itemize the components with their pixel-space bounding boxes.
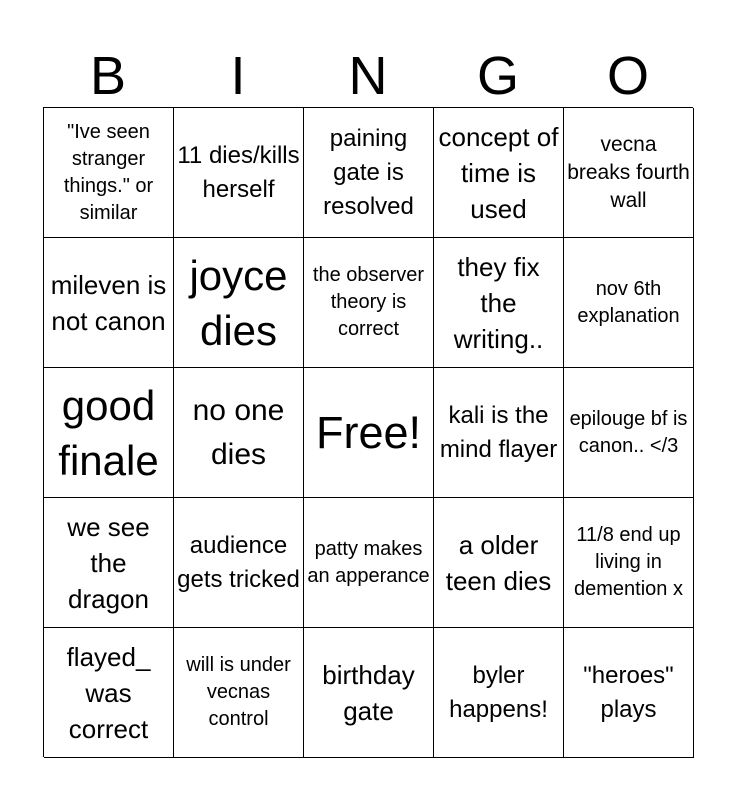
- bingo-cell[interactable]: [434, 238, 564, 368]
- bingo-cell[interactable]: [44, 368, 174, 498]
- cell-text: epilouge bf is canon.. </3: [569, 407, 688, 457]
- bingo-cell[interactable]: [434, 498, 564, 628]
- bingo-cell[interactable]: [174, 368, 304, 498]
- bingo-cell[interactable]: [434, 628, 564, 758]
- header-letter-i: I: [230, 46, 246, 106]
- bingo-cell[interactable]: [434, 108, 564, 238]
- cell-text: no one dies: [192, 393, 285, 471]
- cell-text: we see the dragon: [67, 511, 150, 614]
- bingo-header: [43, 46, 693, 106]
- cell-text: "heroes" plays: [583, 661, 674, 723]
- header-letter-g: G: [476, 46, 519, 106]
- cell-text: kali is the mind flayer: [439, 401, 558, 463]
- cell-text: patty makes an apperance: [307, 537, 430, 587]
- cell-text: concept of time is used: [438, 121, 559, 224]
- bingo-cell[interactable]: [564, 238, 694, 368]
- bingo-cell[interactable]: [564, 368, 694, 498]
- bingo-cell[interactable]: [44, 498, 174, 628]
- bingo-board: [43, 107, 693, 757]
- header-letter-b: B: [89, 46, 127, 106]
- bingo-cell[interactable]: [174, 498, 304, 628]
- cell-text: mileven is not canon: [50, 269, 167, 336]
- cell-text: flayed_ was correct: [66, 641, 151, 744]
- bingo-cell[interactable]: [304, 498, 434, 628]
- cell-text: the observer theory is correct: [312, 264, 425, 340]
- bingo-cell[interactable]: [434, 368, 564, 498]
- cell-text: byler happens!: [449, 661, 548, 723]
- bingo-cell[interactable]: [304, 628, 434, 758]
- cell-text: vecna breaks fourth wall: [567, 132, 690, 212]
- cell-text: audience gets tricked: [177, 531, 300, 593]
- bingo-cell[interactable]: [174, 628, 304, 758]
- cell-text: good finale: [58, 381, 159, 484]
- bingo-cell[interactable]: [564, 498, 694, 628]
- bingo-cell[interactable]: [304, 368, 434, 498]
- cell-text: a older teen dies: [445, 529, 552, 596]
- bingo-cell[interactable]: [304, 108, 434, 238]
- bingo-cell[interactable]: [44, 238, 174, 368]
- bingo-cell[interactable]: [174, 238, 304, 368]
- bingo-cell[interactable]: [44, 108, 174, 238]
- header-letter-o: O: [606, 46, 649, 106]
- header-letter-n: N: [348, 46, 388, 106]
- bingo-cell[interactable]: [564, 108, 694, 238]
- bingo-cell[interactable]: [174, 108, 304, 238]
- cell-text: nov 6th explanation: [577, 277, 680, 327]
- bingo-cell[interactable]: [564, 628, 694, 758]
- cell-text: "Ive seen stranger things." or similar: [63, 120, 154, 224]
- cell-text: joyce dies: [189, 251, 288, 354]
- cell-text: birthday gate: [322, 659, 415, 726]
- cell-text: 11 dies/kills herself: [177, 141, 300, 203]
- cell-text: 11/8 end up living in demention x: [574, 524, 683, 600]
- cell-text: will is under vecnas control: [186, 654, 291, 730]
- bingo-cell[interactable]: [44, 628, 174, 758]
- cell-text: paining gate is resolved: [323, 124, 414, 220]
- free-space: Free!: [315, 407, 422, 458]
- bingo-cell[interactable]: [304, 238, 434, 368]
- cell-text: they fix the writing..: [453, 251, 544, 354]
